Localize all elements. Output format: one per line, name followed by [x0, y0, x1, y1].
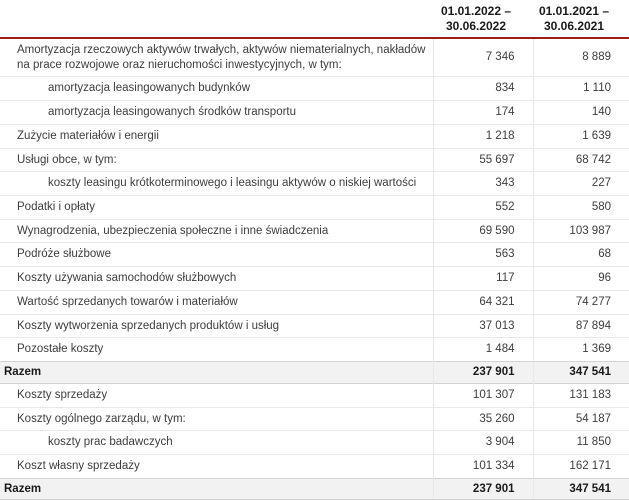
row-value-2022: 1 484: [433, 338, 533, 362]
total-row: [0, 362, 629, 384]
header-period-2021: [533, 0, 629, 38]
row-label: Zużycie materiałów i energii: [17, 129, 159, 142]
table-row: [0, 454, 629, 478]
row-value-2022: 343: [433, 172, 533, 196]
row-label: koszty prac badawczych: [48, 436, 173, 449]
table-row: [0, 38, 629, 77]
row-value-2021: 11 850: [533, 431, 629, 455]
row-value-2021: 96: [533, 267, 629, 291]
row-label: Podatki i opłaty: [17, 201, 95, 214]
total-row: [0, 478, 629, 500]
row-value-2022: 834: [433, 77, 533, 101]
row-value-2021: 87 894: [533, 314, 629, 338]
row-value-2022: 563: [433, 243, 533, 267]
row-label: Razem: [4, 482, 42, 495]
row-value-2021: 103 987: [533, 219, 629, 243]
row-value-2021: 347 541: [533, 478, 629, 500]
row-label: koszty leasingu krótkoterminowego i leasingu aktywów o niskiej wartości: [48, 177, 417, 190]
table-row: [0, 383, 629, 407]
table-row: [0, 196, 629, 220]
row-value-2021: 131 183: [533, 383, 629, 407]
row-value-2022: 117: [433, 267, 533, 291]
row-value-2022: 1 218: [433, 124, 533, 148]
row-label: Pozostałe koszty: [17, 343, 104, 356]
table-body: [0, 38, 629, 500]
header-period-2022-line1: 01.01.2022 –: [440, 4, 512, 18]
row-value-2021: 1 639: [533, 124, 629, 148]
header-period-2021-line1: 01.01.2021 –: [538, 4, 610, 18]
row-value-2022: 3 904: [433, 431, 533, 455]
table-row: [0, 290, 629, 314]
row-label: Wartość sprzedanych towarów i materiałów: [17, 295, 238, 308]
row-label: Wynagrodzenia, ubezpieczenia społeczne i inne świadczenia: [17, 224, 329, 237]
table-row: [0, 219, 629, 243]
row-label: Koszty używania samochodów służbowych: [17, 272, 237, 285]
row-label: Koszty sprzedaży: [17, 388, 108, 401]
row-value-2021: 347 541: [533, 362, 629, 384]
row-label: Koszty ogólnego zarządu, w tym:: [17, 412, 186, 425]
row-value-2021: 68 742: [533, 148, 629, 172]
row-value-2021: 580: [533, 196, 629, 220]
row-value-2022: 55 697: [433, 148, 533, 172]
row-value-2021: 54 187: [533, 407, 629, 431]
row-value-2021: 74 277: [533, 290, 629, 314]
row-value-2022: 101 334: [433, 454, 533, 478]
row-value-2022: 69 590: [433, 219, 533, 243]
row-value-2022: 237 901: [433, 362, 533, 384]
table-row: [0, 172, 629, 196]
row-value-2021: 68: [533, 243, 629, 267]
row-value-2022: 174: [433, 101, 533, 125]
row-value-2022: 7 346: [433, 38, 533, 77]
row-label: Koszty wytworzenia sprzedanych produktów i usług: [17, 319, 280, 332]
table-row: [0, 77, 629, 101]
row-value-2021: 162 171: [533, 454, 629, 478]
table-row: [0, 124, 629, 148]
table-row: [0, 314, 629, 338]
header-period-2022: [433, 0, 533, 38]
row-label: Koszt własny sprzedaży: [17, 459, 140, 472]
row-value-2022: 552: [433, 196, 533, 220]
table-row: [0, 407, 629, 431]
row-value-2021: 1 369: [533, 338, 629, 362]
table-row: [0, 431, 629, 455]
table-row: [0, 243, 629, 267]
row-label: Usługi obce, w tym:: [17, 153, 117, 166]
row-value-2021: 1 110: [533, 77, 629, 101]
header-period-2022-line2: 30.06.2022: [445, 19, 507, 33]
table-header: [0, 0, 629, 38]
row-value-2021: 227: [533, 172, 629, 196]
row-label: amortyzacja leasingowanych środków transportu: [48, 106, 297, 119]
table-row: [0, 148, 629, 172]
row-value-2021: 8 889: [533, 38, 629, 77]
table-row: [0, 267, 629, 291]
header-row: [0, 0, 629, 38]
row-value-2022: 64 321: [433, 290, 533, 314]
row-value-2021: 140: [533, 101, 629, 125]
header-period-2021-line2: 30.06.2021: [543, 19, 605, 33]
row-label: amortyzacja leasingowanych budynków: [48, 82, 250, 95]
row-label: Amortyzacja rzeczowych aktywów trwałych, aktywów niematerialnych, nakładów na prace rozwojowe oraz nieruchomości inwestycyjnych, w tym:: [17, 44, 426, 71]
row-label: Razem: [4, 366, 42, 379]
row-value-2022: 101 307: [433, 383, 533, 407]
table-row: [0, 338, 629, 362]
row-value-2022: 37 013: [433, 314, 533, 338]
row-label: Podróże służbowe: [17, 248, 111, 261]
table-row: [0, 101, 629, 125]
row-value-2022: 237 901: [433, 478, 533, 500]
header-label-cell: [0, 0, 433, 38]
row-value-2022: 35 260: [433, 407, 533, 431]
